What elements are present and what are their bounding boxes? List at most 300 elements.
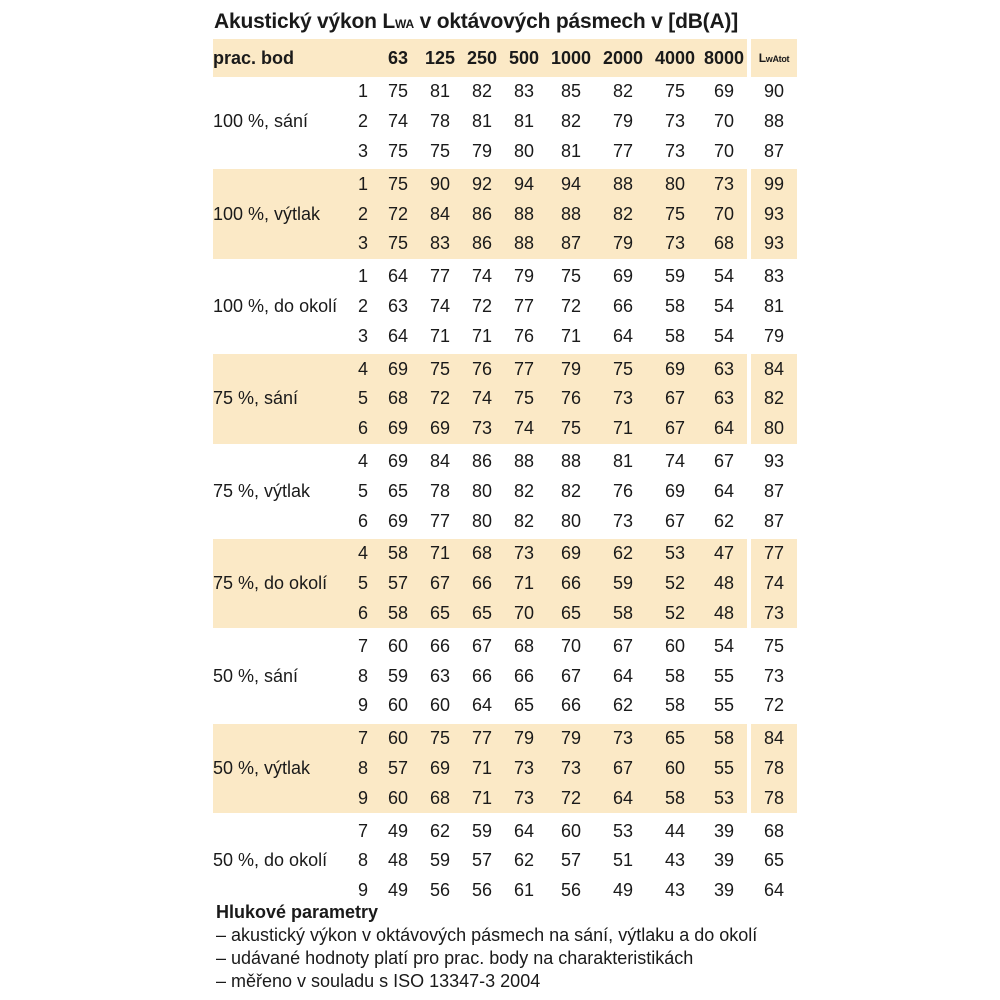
operating-point-number: 3 (349, 229, 377, 260)
band-value-cell: 69 (377, 445, 419, 476)
band-value-cell: 81 (560, 140, 582, 161)
total-value-cell: 65 (763, 850, 785, 871)
band-value-cell: 74 (503, 414, 545, 445)
band-value-cell: 60 (429, 695, 451, 716)
band-value-cell: 76 (513, 325, 535, 346)
header-band: 8000 (701, 39, 747, 77)
band-value-cell: 48 (701, 599, 747, 630)
band-value-cell: 66 (560, 695, 582, 716)
band-value-cell: 92 (461, 168, 503, 199)
band-value-cell: 75 (649, 199, 701, 229)
total-value-cell: 84 (751, 353, 797, 384)
band-value-cell: 64 (387, 325, 409, 346)
band-value-cell: 69 (419, 414, 461, 445)
band-value-cell: 72 (560, 295, 582, 316)
operating-point-number: 7 (349, 630, 377, 661)
page-title (214, 10, 738, 34)
band-value-cell: 80 (471, 510, 493, 531)
band-value-cell: 65 (387, 480, 409, 501)
operating-point-number: 7 (349, 815, 377, 846)
band-value-cell: 94 (545, 168, 597, 199)
band-value-cell: 58 (664, 325, 686, 346)
band-value-cell: 53 (649, 537, 701, 568)
band-value-cell: 56 (429, 880, 451, 901)
band-value-cell: 73 (701, 168, 747, 199)
notes-heading: Hlukové parametry (216, 902, 379, 922)
band-value-cell: 64 (471, 695, 493, 716)
band-value-cell: 71 (471, 325, 493, 346)
band-value-cell: 53 (597, 815, 649, 846)
band-value-cell: 75 (545, 260, 597, 291)
band-value-cell: 75 (503, 384, 545, 414)
band-value-cell: 70 (713, 111, 735, 132)
group-label: 75 %, sání (213, 353, 349, 445)
band-value-cell: 53 (701, 783, 747, 814)
total-value-cell: 82 (751, 384, 797, 414)
band-value-cell: 77 (461, 722, 503, 753)
band-value-cell: 77 (429, 510, 451, 531)
header-total (751, 39, 797, 77)
band-value-cell: 60 (387, 695, 409, 716)
operating-point-number: 5 (357, 480, 368, 501)
table-row (213, 445, 797, 476)
operating-point-number: 8 (357, 665, 368, 686)
band-value-cell: 69 (713, 81, 735, 102)
table-row (213, 168, 797, 199)
group-label: 100 %, výtlak (213, 168, 349, 260)
band-value-cell: 48 (701, 569, 747, 599)
band-value-cell: 65 (419, 599, 461, 630)
band-value-cell: 69 (664, 480, 686, 501)
operating-point-number: 2 (349, 199, 377, 229)
band-value-cell: 81 (513, 111, 535, 132)
band-value-cell: 72 (419, 384, 461, 414)
operating-point-number: 4 (349, 353, 377, 384)
total-value-cell: 74 (751, 569, 797, 599)
band-value-cell: 56 (560, 880, 582, 901)
band-value-cell: 80 (649, 168, 701, 199)
band-value-cell: 67 (597, 630, 649, 661)
band-value-cell: 88 (597, 168, 649, 199)
band-value-cell: 73 (612, 510, 634, 531)
band-value-cell: 73 (664, 111, 686, 132)
band-value-cell: 44 (649, 815, 701, 846)
band-value-cell: 79 (545, 353, 597, 384)
band-value-cell: 57 (377, 754, 419, 784)
band-value-cell: 71 (461, 783, 503, 814)
band-value-cell: 60 (377, 783, 419, 814)
band-value-cell: 94 (503, 168, 545, 199)
operating-point-number: 2 (357, 111, 368, 132)
band-value-cell: 79 (503, 722, 545, 753)
band-value-cell: 61 (513, 880, 535, 901)
operating-point-number: 1 (357, 81, 368, 102)
band-value-cell: 69 (377, 353, 419, 384)
header-operating-point: prac. bod (213, 39, 377, 77)
total-value-cell: 75 (751, 630, 797, 661)
band-value-cell: 76 (545, 384, 597, 414)
operating-point-number: 8 (357, 850, 368, 871)
band-value-cell: 86 (461, 229, 503, 260)
band-value-cell: 74 (461, 384, 503, 414)
band-value-cell: 75 (377, 229, 419, 260)
header-total-main: L (758, 51, 766, 65)
band-value-cell: 77 (419, 260, 461, 291)
total-value-cell: 78 (751, 754, 797, 784)
band-value-cell: 60 (377, 630, 419, 661)
notes-item: – měřeno v souladu s ISO 13347-3 2004 (216, 971, 541, 991)
header-band: 500 (503, 39, 545, 77)
band-value-cell: 73 (503, 783, 545, 814)
band-value-cell: 66 (471, 665, 493, 686)
total-value-cell: 90 (763, 81, 785, 102)
band-value-cell: 73 (664, 140, 686, 161)
operating-point-number: 9 (357, 880, 368, 901)
band-value-cell: 51 (612, 850, 634, 871)
band-value-cell: 62 (513, 850, 535, 871)
band-value-cell: 71 (429, 325, 451, 346)
table-row (213, 260, 797, 291)
band-value-cell: 55 (713, 665, 735, 686)
band-value-cell: 65 (649, 722, 701, 753)
band-value-cell: 80 (513, 140, 535, 161)
operating-point-number: 1 (349, 168, 377, 199)
band-value-cell: 69 (377, 414, 419, 445)
band-value-cell: 78 (429, 111, 451, 132)
band-value-cell: 54 (701, 630, 747, 661)
band-value-cell: 43 (664, 850, 686, 871)
band-value-cell: 73 (503, 754, 545, 784)
band-value-cell: 75 (387, 140, 409, 161)
band-value-cell: 71 (503, 569, 545, 599)
band-value-cell: 78 (429, 480, 451, 501)
band-value-cell: 64 (597, 783, 649, 814)
band-value-cell: 62 (597, 537, 649, 568)
band-value-cell: 56 (471, 880, 493, 901)
table-row (213, 722, 797, 753)
band-value-cell: 63 (429, 665, 451, 686)
table-row (213, 537, 797, 568)
band-value-cell: 67 (419, 569, 461, 599)
band-value-cell: 67 (701, 445, 747, 476)
band-value-cell: 90 (419, 168, 461, 199)
band-value-cell: 60 (545, 815, 597, 846)
title-rest: v oktávových pásmech v [dB(A)] (413, 10, 739, 33)
header-band: 125 (419, 39, 461, 77)
band-value-cell: 73 (503, 537, 545, 568)
band-value-cell: 58 (377, 599, 419, 630)
band-value-cell: 66 (612, 295, 634, 316)
band-value-cell: 82 (597, 199, 649, 229)
band-value-cell: 82 (560, 480, 582, 501)
band-value-cell: 60 (649, 630, 701, 661)
total-value-cell: 87 (763, 140, 785, 161)
band-value-cell: 71 (419, 537, 461, 568)
operating-point-number: 5 (349, 384, 377, 414)
band-value-cell: 81 (471, 111, 493, 132)
band-value-cell: 75 (377, 168, 419, 199)
operating-point-number: 4 (349, 537, 377, 568)
band-value-cell: 68 (377, 384, 419, 414)
band-value-cell: 59 (387, 665, 409, 686)
total-value-cell: 73 (763, 665, 785, 686)
table-row (213, 815, 797, 846)
band-value-cell: 82 (612, 81, 634, 102)
total-value-cell: 88 (763, 111, 785, 132)
group-label: 50 %, výtlak (213, 722, 349, 814)
band-value-cell: 67 (560, 665, 582, 686)
band-value-cell: 83 (419, 229, 461, 260)
band-value-cell: 82 (560, 111, 582, 132)
band-value-cell: 49 (612, 880, 634, 901)
band-value-cell: 74 (387, 111, 409, 132)
band-value-cell: 75 (419, 722, 461, 753)
band-value-cell: 68 (701, 229, 747, 260)
band-value-cell: 75 (419, 353, 461, 384)
band-value-cell: 79 (612, 111, 634, 132)
band-value-cell: 68 (419, 783, 461, 814)
group-label: 100 %, sání (213, 111, 309, 132)
band-value-cell: 71 (461, 754, 503, 784)
band-value-cell: 54 (701, 260, 747, 291)
table-header-row (213, 39, 797, 77)
total-value-cell: 84 (751, 722, 797, 753)
band-value-cell: 47 (701, 537, 747, 568)
band-value-cell: 67 (649, 384, 701, 414)
band-value-cell: 87 (545, 229, 597, 260)
band-value-cell: 84 (419, 445, 461, 476)
operating-point-number: 8 (349, 754, 377, 784)
total-value-cell: 80 (751, 414, 797, 445)
band-value-cell: 73 (649, 229, 701, 260)
total-value-cell: 64 (763, 880, 785, 901)
band-value-cell: 57 (560, 850, 582, 871)
total-value-cell: 78 (751, 783, 797, 814)
operating-point-number: 3 (357, 325, 368, 346)
band-value-cell: 64 (612, 325, 634, 346)
band-value-cell: 73 (597, 384, 649, 414)
band-value-cell: 71 (597, 414, 649, 445)
operating-point-number: 7 (349, 722, 377, 753)
band-value-cell: 69 (419, 754, 461, 784)
band-value-cell: 88 (545, 445, 597, 476)
table-row (213, 353, 797, 384)
band-value-cell: 67 (461, 630, 503, 661)
band-value-cell: 63 (701, 384, 747, 414)
header-band: 63 (377, 39, 419, 77)
band-value-cell: 59 (649, 260, 701, 291)
band-value-cell: 58 (597, 599, 649, 630)
title-subscript: WA (395, 17, 414, 31)
table-row (213, 77, 797, 107)
band-value-cell: 70 (713, 140, 735, 161)
band-value-cell: 72 (545, 783, 597, 814)
total-value-cell: 81 (763, 295, 785, 316)
header-band: 2000 (597, 39, 649, 77)
band-value-cell: 75 (664, 81, 686, 102)
band-value-cell: 80 (560, 510, 582, 531)
band-value-cell: 70 (701, 199, 747, 229)
band-value-cell: 55 (713, 695, 735, 716)
band-value-cell: 39 (713, 880, 735, 901)
band-value-cell: 65 (461, 599, 503, 630)
band-value-cell: 77 (503, 353, 545, 384)
total-value-cell: 83 (751, 260, 797, 291)
band-value-cell: 58 (649, 783, 701, 814)
band-value-cell: 58 (377, 537, 419, 568)
band-value-cell: 54 (713, 325, 735, 346)
band-value-cell: 66 (545, 569, 597, 599)
band-value-cell: 73 (597, 722, 649, 753)
band-value-cell: 54 (713, 295, 735, 316)
sound-power-table (213, 39, 797, 906)
total-value-cell: 87 (763, 510, 785, 531)
band-value-cell: 64 (612, 665, 634, 686)
notes-block (216, 901, 757, 993)
band-value-cell: 69 (387, 510, 409, 531)
band-value-cell: 81 (597, 445, 649, 476)
band-value-cell: 58 (664, 695, 686, 716)
total-value-cell: 68 (751, 815, 797, 846)
band-value-cell: 76 (461, 353, 503, 384)
operating-point-number: 2 (357, 295, 368, 316)
band-value-cell: 77 (612, 140, 634, 161)
operating-point-number: 6 (349, 414, 377, 445)
band-value-cell: 57 (471, 850, 493, 871)
band-value-cell: 88 (545, 199, 597, 229)
band-value-cell: 59 (461, 815, 503, 846)
band-value-cell: 80 (471, 480, 493, 501)
band-value-cell: 57 (377, 569, 419, 599)
band-value-cell: 82 (513, 480, 535, 501)
band-value-cell: 72 (377, 199, 419, 229)
band-value-cell: 52 (649, 569, 701, 599)
band-value-cell: 67 (649, 414, 701, 445)
group-label: 50 %, sání (213, 630, 349, 722)
operating-point-number: 6 (357, 510, 368, 531)
band-value-cell: 68 (461, 537, 503, 568)
table-row (213, 630, 797, 661)
band-value-cell: 70 (503, 599, 545, 630)
group-label: 75 %, do okolí (213, 537, 349, 629)
header-band: 4000 (649, 39, 701, 77)
band-value-cell: 39 (713, 850, 735, 871)
band-value-cell: 84 (419, 199, 461, 229)
band-value-cell: 76 (612, 480, 634, 501)
operating-point-number: 4 (349, 445, 377, 476)
total-value-cell: 73 (751, 599, 797, 630)
band-value-cell: 72 (471, 295, 493, 316)
header-band: 1000 (545, 39, 597, 77)
operating-point-number: 9 (349, 783, 377, 814)
header-band: 250 (461, 39, 503, 77)
band-value-cell: 59 (597, 569, 649, 599)
band-value-cell: 74 (429, 295, 451, 316)
total-value-cell: 72 (763, 695, 785, 716)
total-value-cell: 87 (763, 480, 785, 501)
band-value-cell: 60 (649, 754, 701, 784)
band-value-cell: 88 (503, 229, 545, 260)
band-value-cell: 63 (387, 295, 409, 316)
band-value-cell: 64 (377, 260, 419, 291)
band-value-cell: 62 (419, 815, 461, 846)
band-value-cell: 81 (429, 81, 451, 102)
band-value-cell: 86 (461, 199, 503, 229)
band-value-cell: 65 (545, 599, 597, 630)
band-value-cell: 85 (560, 81, 582, 102)
operating-point-number: 9 (357, 695, 368, 716)
band-value-cell: 79 (503, 260, 545, 291)
notes-item: – akustický výkon v oktávových pásmech na sání, výtlaku a do okolí (216, 925, 758, 945)
band-value-cell: 69 (545, 537, 597, 568)
band-value-cell: 55 (701, 754, 747, 784)
band-value-cell: 64 (713, 480, 735, 501)
band-value-cell: 82 (513, 510, 535, 531)
group-label: 100 %, do okolí (213, 260, 349, 352)
band-value-cell: 73 (461, 414, 503, 445)
band-value-cell: 66 (513, 665, 535, 686)
band-value-cell: 67 (597, 754, 649, 784)
total-value-cell: 93 (751, 199, 797, 229)
band-value-cell: 49 (387, 880, 409, 901)
total-value-cell: 79 (763, 325, 785, 346)
band-value-cell: 83 (513, 81, 535, 102)
band-value-cell: 88 (503, 445, 545, 476)
band-value-cell: 68 (503, 630, 545, 661)
band-value-cell: 48 (387, 850, 409, 871)
band-value-cell: 75 (429, 140, 451, 161)
band-value-cell: 62 (713, 510, 735, 531)
group-label: 75 %, výtlak (213, 445, 349, 537)
band-value-cell: 63 (701, 353, 747, 384)
header-total-sub: wAtot (765, 54, 790, 64)
band-value-cell: 75 (387, 81, 409, 102)
band-value-cell: 49 (377, 815, 419, 846)
band-value-cell: 71 (560, 325, 582, 346)
band-value-cell: 58 (664, 665, 686, 686)
band-value-cell: 67 (664, 510, 686, 531)
band-value-cell: 43 (664, 880, 686, 901)
title-main: Akustický výkon L (214, 10, 396, 33)
total-value-cell: 77 (751, 537, 797, 568)
band-value-cell: 60 (377, 722, 419, 753)
band-value-cell: 69 (597, 260, 649, 291)
band-value-cell: 79 (597, 229, 649, 260)
band-value-cell: 39 (701, 815, 747, 846)
band-value-cell: 64 (701, 414, 747, 445)
band-value-cell: 66 (461, 569, 503, 599)
operating-point-number: 1 (349, 260, 377, 291)
total-value-cell: 93 (751, 229, 797, 260)
band-value-cell: 74 (649, 445, 701, 476)
notes-item: – udávané hodnoty platí pro prac. body na charakteristikách (216, 948, 694, 968)
total-value-cell: 99 (751, 168, 797, 199)
band-value-cell: 79 (545, 722, 597, 753)
band-value-cell: 59 (429, 850, 451, 871)
operating-point-number: 3 (357, 140, 368, 161)
band-value-cell: 58 (664, 295, 686, 316)
band-value-cell: 75 (597, 353, 649, 384)
band-value-cell: 77 (513, 295, 535, 316)
band-value-cell: 79 (471, 140, 493, 161)
band-value-cell: 66 (419, 630, 461, 661)
total-value-cell: 93 (751, 445, 797, 476)
band-value-cell: 73 (545, 754, 597, 784)
band-value-cell: 64 (503, 815, 545, 846)
band-value-cell: 52 (649, 599, 701, 630)
band-value-cell: 70 (545, 630, 597, 661)
band-value-cell: 82 (471, 81, 493, 102)
